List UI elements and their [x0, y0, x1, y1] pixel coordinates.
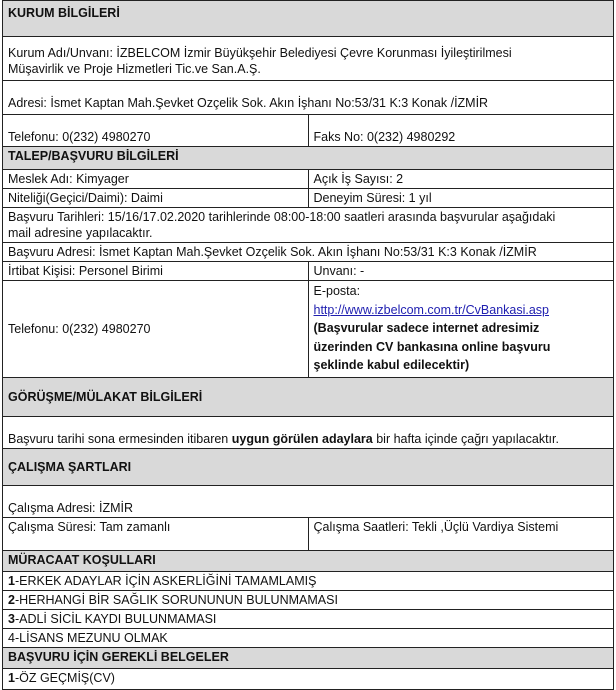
- muracaat-item-text: -ADLİ SİCİL KAYDI BULUNMAMASI: [14, 611, 217, 626]
- eposta-link[interactable]: http://www.izbelcom.com.tr/CvBankasi.asp: [313, 302, 549, 317]
- row-basvuru-tarihleri: [3, 208, 614, 243]
- row-calisma-adres: [3, 485, 614, 517]
- row-nitelik: [3, 189, 614, 208]
- job-posting-form: [2, 0, 614, 690]
- talep-irtibat: İrtibat Kişisi: Personel Birimi: [3, 262, 309, 281]
- muracaat-item-text: -LİSANS MEZUNU OLMAK: [14, 630, 168, 645]
- section-header-calisma: [3, 448, 614, 485]
- muracaat-item: [3, 571, 614, 590]
- kurum-adres: Adresi: İsmet Kaptan Mah.Şevket Ozçelik Sok. Akın İşhanı No:53/31 K:3 Konak /İZMİR: [3, 81, 614, 115]
- muracaat-item-number: 1: [8, 573, 15, 588]
- talep-eposta-cell: [308, 281, 614, 378]
- section-header-gorusme: [3, 377, 614, 416]
- kurum-unvan-line1: Kurum Adı/Unvanı: İZBELCOM İzmir Büyükşehir Belediyesi Çevre Korunması İyileştirilmesi: [8, 46, 512, 60]
- talep-niteligi: Niteliği(Geçici/Daimi): Daimi: [3, 189, 309, 208]
- belgeler-heading: BAŞVURU İÇİN GEREKLİ BELGELER: [3, 647, 614, 668]
- kurum-unvan-cell: [3, 37, 614, 81]
- kurum-unvan-line2: Müşavirlik ve Proje Hizmetleri Tic.ve San.A.Ş.: [8, 62, 261, 76]
- muracaat-item-4: [3, 628, 614, 647]
- talep-tarih-cell: [3, 208, 614, 243]
- row-kurum-adres: [3, 81, 614, 115]
- row-kurum-telefon: [3, 115, 614, 147]
- eposta-note-line3: şeklinde kabul edilecektir): [313, 358, 470, 372]
- section-header-talep: [3, 147, 614, 170]
- gorusme-text-before: Başvuru tarihi sona ermesinden itibaren: [8, 431, 232, 446]
- talep-meslek: Meslek Adı: Kimyager: [3, 170, 309, 189]
- calisma-heading: ÇALIŞMA ŞARTLARI: [3, 448, 614, 485]
- muracaat-item-3: [3, 609, 614, 628]
- muracaat-heading: MÜRACAAT KOŞULLARI: [3, 550, 614, 571]
- muracaat-item: [3, 590, 614, 609]
- calisma-sure: Çalışma Süresi: Tam zamanlı: [3, 517, 309, 550]
- muracaat-item: [3, 628, 614, 647]
- section-header-belgeler: [3, 647, 614, 668]
- muracaat-item-text: -ERKEK ADAYLAR İÇİN ASKERLİĞİNİ TAMAMLAMIŞ: [14, 573, 317, 588]
- section-header-kurum: [3, 1, 614, 37]
- belgeler-item: [3, 668, 614, 689]
- muracaat-item-text: -HERHANGİ BİR SAĞLIK SORUNUNUN BULUNMAMASI: [14, 592, 338, 607]
- muracaat-item-number: 4: [8, 630, 15, 645]
- gorusme-text: [3, 416, 614, 448]
- belgeler-item-number: 1: [8, 670, 15, 685]
- muracaat-item-1: [3, 571, 614, 590]
- talep-deneyim: Deneyim Süresi: 1 yıl: [308, 189, 614, 208]
- talep-unvani: Unvanı: -: [308, 262, 614, 281]
- eposta-note-line2: üzerinden CV bankasına online başvuru: [313, 339, 551, 354]
- gorusme-text-after: bir hafta içinde çağrı yapılacaktır.: [372, 431, 559, 446]
- muracaat-item-2: [3, 590, 614, 609]
- kurum-heading: KURUM BİLGİLERİ: [3, 1, 614, 37]
- eposta-label: E-posta:: [313, 284, 361, 298]
- kurum-telefon: Telefonu: 0(232) 4980270: [3, 115, 309, 147]
- eposta-note-line1: (Başvurular sadece internet adresimiz: [313, 321, 540, 335]
- gorusme-heading: GÖRÜŞME/MÜLAKAT BİLGİLERİ: [3, 377, 614, 416]
- talep-tarih-line2: mail adresine yapılacaktır.: [8, 226, 153, 240]
- talep-heading: TALEP/BAŞVURU BİLGİLERİ: [3, 147, 614, 170]
- row-gorusme-text: [3, 416, 614, 448]
- calisma-adres: Çalışma Adresi: İZMİR: [3, 485, 614, 517]
- talep-telefon: Telefonu: 0(232) 4980270: [3, 281, 309, 378]
- row-meslek: [3, 170, 614, 189]
- kurum-faks: Faks No: 0(232) 4980292: [308, 115, 614, 147]
- belgeler-item-text: -ÖZ GEÇMİŞ(CV): [14, 670, 115, 685]
- talep-basvuru-adresi: Başvuru Adresi: İsmet Kaptan Mah.Şevket Ozçelik Sok. Akın İşhanı No:53/31 K:3 Konak /İZMİR: [3, 243, 614, 262]
- muracaat-item-number: 3: [8, 611, 15, 626]
- row-calisma-sure: [3, 517, 614, 550]
- talep-tarih-line1: Başvuru Tarihleri: 15/16/17.02.2020 tarihlerinde 08:00-18:00 saatleri arasında başvurular aşağıdaki: [8, 210, 556, 224]
- muracaat-item-number: 2: [8, 592, 15, 607]
- row-kurum-unvan: [3, 37, 614, 81]
- row-basvuru-adresi: [3, 243, 614, 262]
- row-irtibat: [3, 262, 614, 281]
- muracaat-item: [3, 609, 614, 628]
- calisma-saatler: Çalışma Saatleri: Tekli ,Üçlü Vardiya Sistemi: [308, 517, 614, 550]
- section-header-muracaat: [3, 550, 614, 571]
- talep-acik-is: Açık İş Sayısı: 2: [308, 170, 614, 189]
- row-iletisim: [3, 281, 614, 378]
- gorusme-text-bold: uygun görülen adaylara: [231, 431, 373, 446]
- belgeler-item-1: [3, 668, 614, 689]
